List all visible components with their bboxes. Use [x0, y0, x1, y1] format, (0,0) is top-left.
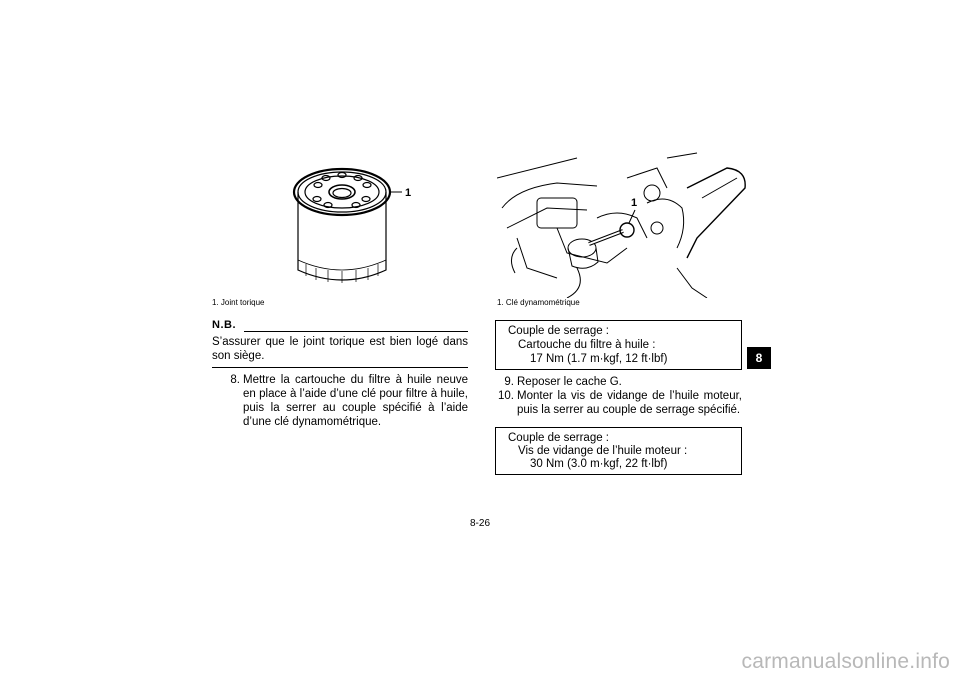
torque-box-drain-bolt	[495, 427, 742, 475]
note-text: S’assurer que le joint torique est bien logé dans son siège.	[212, 336, 468, 362]
torque-box-filter	[495, 320, 742, 370]
step-9	[495, 375, 742, 389]
torque-item: Cartouche du filtre à huile :	[518, 339, 656, 351]
page-number: 8-26	[469, 518, 490, 529]
right-callout-number: 1	[631, 197, 638, 209]
note-title: N.B.	[212, 319, 236, 331]
torque-value: 30 Nm (3.0 m·kgf, 22 ft·lbf)	[530, 458, 668, 470]
torque-heading: Couple de serrage :	[508, 432, 610, 444]
step-text: Reposer le cache G.	[517, 376, 622, 388]
torque-wrench-illustration	[497, 148, 747, 298]
step-10	[495, 389, 742, 419]
torque-item: Vis de vidange de l’huile moteur :	[518, 445, 688, 457]
torque-heading: Couple de serrage :	[508, 325, 610, 337]
right-figure-caption: 1. Clé dynamométrique	[497, 298, 580, 307]
note-rule-bottom	[212, 367, 468, 368]
torque-value: 17 Nm (1.7 m·kgf, 12 ft·lbf)	[530, 353, 668, 365]
left-callout-number: 1	[405, 187, 412, 199]
chapter-tab: 8	[747, 347, 771, 369]
step-number: 9.	[504, 376, 514, 388]
step-number: 8.	[230, 374, 240, 386]
left-figure-caption: 1. Joint torique	[212, 298, 265, 307]
step-text: Monter la vis de vidange de l’huile moteur, puis la serrer au couple de serrage spécifié.	[517, 390, 742, 416]
step-text: Mettre la cartouche du filtre à huile neuve en place à l’aide d’une clé pour filtre à huile, puis la serrer au couple spécifié à l’aide d’une clé dynamométrique.	[243, 374, 468, 428]
note-rule-top	[244, 331, 468, 332]
step-number: 10.	[498, 390, 514, 402]
watermark: carmanualsonline.info	[741, 650, 950, 673]
oil-filter-illustration	[270, 152, 430, 302]
step-8	[212, 373, 468, 433]
